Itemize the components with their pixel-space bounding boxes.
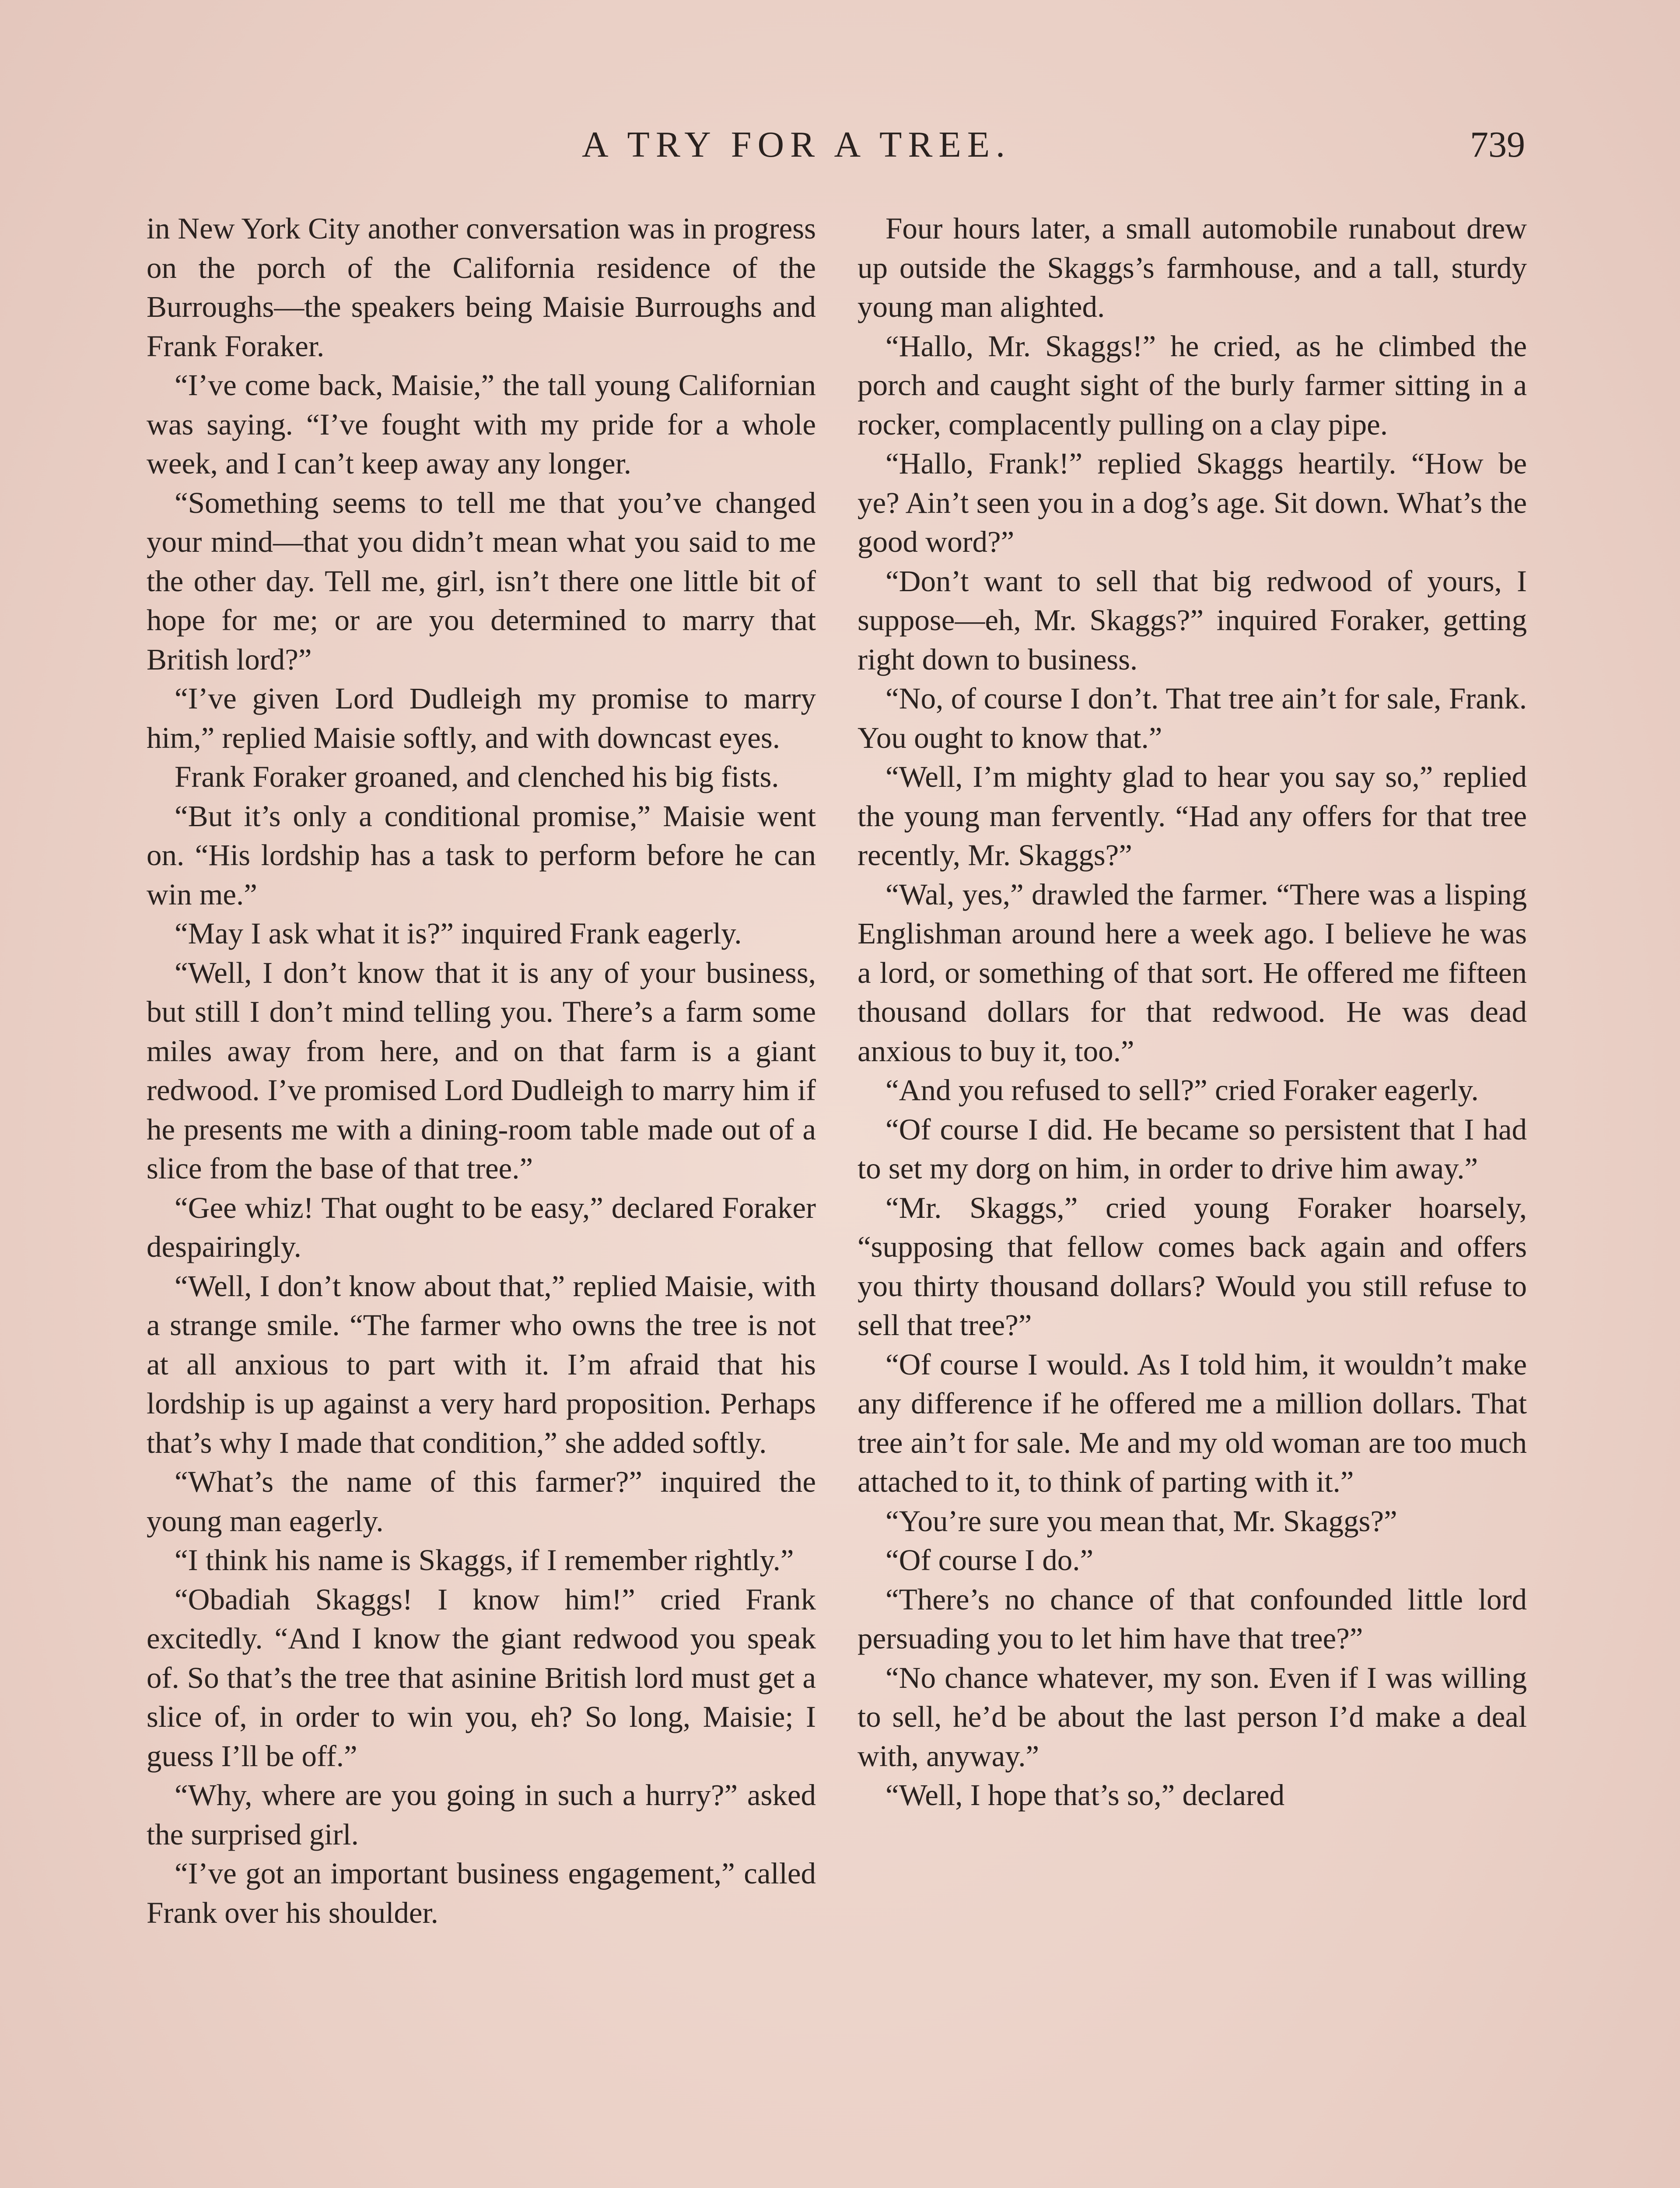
paragraph: “Wal, yes,” drawled the farmer. “There was a lisping Englishman around here a week ago. I believe he was a lord, or something of that sort. He offered me fifteen thousand dollars for that redwood. He was dead anxious to buy it, too.” (858, 877, 1527, 1068)
paragraph: “Of course I would. As I told him, it wouldn’t make any difference if he offered me a million dollars. That tree ain’t for sale. Me and my old woman are too much attached to it, to think of parting with it.” (858, 1347, 1527, 1498)
paragraph: “Hallo, Mr. Skaggs!” he cried, as he climbed the porch and caught sight of the burly farmer sitting in a rocker, complacently pulling on a clay pipe. (858, 329, 1527, 441)
paragraph: “What’s the name of this farmer?” inquired the young man eagerly. (147, 1465, 816, 1538)
paragraph: “No, of course I don’t. That tree ain’t for sale, Frank. You ought to know that.” (858, 682, 1527, 754)
paragraph: “May I ask what it is?” inquired Frank eagerly. (175, 917, 742, 950)
paragraph: “Well, I don’t know about that,” replied Maisie, with a strange smile. “The farmer who owns the tree is not at all anxious to part with it. I’m afraid that his lordship is up against a very hard proposition. Perhaps that’s why I made that condition,” she added softly. (147, 1269, 816, 1459)
paragraph: “And you refused to sell?” cried Foraker eagerly. (886, 1073, 1479, 1107)
right-column (858, 209, 1527, 1815)
paragraph: “Don’t want to sell that big redwood of yours, I suppose—eh, Mr. Skaggs?” inquired Foraker, getting right down to business. (858, 564, 1527, 676)
paragraph: “Well, I’m mighty glad to hear you say so,” replied the young man fervently. “Had any offers for that tree recently, Mr. Skaggs?” (858, 760, 1527, 872)
left-column (147, 209, 816, 1932)
paragraph: “I’ve come back, Maisie,” the tall young Californian was saying. “I’ve fought with my pride for a whole week, and I can’t keep away any longer. (147, 368, 816, 480)
paragraph: “Why, where are you going in such a hurry?” asked the surprised girl. (147, 1778, 816, 1851)
running-title: A TRY FOR A TREE. (582, 124, 1011, 165)
paragraph: “Well, I hope that’s so,” declared (886, 1778, 1285, 1812)
paragraph: “Gee whiz! That ought to be easy,” declared Foraker despairingly. (147, 1191, 816, 1263)
paragraph: “I’ve given Lord Dudleigh my promise to marry him,” replied Maisie softly, and with downcast eyes. (147, 682, 816, 754)
paragraph: Four hours later, a small automobile runabout drew up outside the Skaggs’s farmhouse, and a tall, sturdy young man alighted. (858, 212, 1527, 323)
paragraph: in New York City another conversation was in progress on the porch of the California residence of the Burroughs—the speakers being Maisie Burroughs and Frank Foraker. (147, 212, 816, 363)
paragraph: “There’s no chance of that confounded little lord persuading you to let him have that tree?” (858, 1582, 1527, 1655)
paragraph: “Of course I did. He became so persistent that I had to set my dorg on him, in order to drive him away.” (858, 1112, 1527, 1185)
paragraph: “Obadiah Skaggs! I know him!” cried Frank excitedly. “And I know the giant redwood you speak of. So that’s the tree that asinine British lord must get a slice of, in order to win you, eh? So long, Maisie; I guess I’ll be off.” (147, 1582, 816, 1773)
paragraph: “But it’s only a conditional promise,” Maisie went on. “His lordship has a task to perform before he can win me.” (147, 799, 816, 911)
paragraph: “Mr. Skaggs,” cried young Foraker hoarsely, “supposing that fellow comes back again and offers you thirty thousand dollars? Would you still refuse to sell that tree?” (858, 1191, 1527, 1342)
paragraph: “Well, I don’t know that it is any of your business, but still I don’t mind telling you. There’s a farm some miles away from here, and on that farm is a giant redwood. I’ve promised Lord Dudleigh to marry him if he presents me with a dining-room table made out of a slice from the base of that tree.” (147, 956, 816, 1185)
paragraph: “You’re sure you mean that, Mr. Skaggs?” (886, 1504, 1397, 1538)
paragraph: Frank Foraker groaned, and clenched his big fists. (175, 760, 779, 793)
paragraph: “No chance whatever, my son. Even if I was willing to sell, he’d be about the last person I’d make a deal with, anyway.” (858, 1661, 1527, 1773)
paragraph: “Something seems to tell me that you’ve changed your mind—that you didn’t mean what you said to me the other day. Tell me, girl, isn’t there one little bit of hope for me; or are you determined to marry that British lord?” (147, 486, 816, 676)
paragraph: “Hallo, Frank!” replied Skaggs heartily. “How be ye? Ain’t seen you in a dog’s age. Sit down. What’s the good word?” (858, 447, 1527, 558)
page-header (0, 123, 1680, 189)
page-number: 739 (1470, 124, 1525, 165)
paragraph: “I’ve got an important business engagement,” called Frank over his shoulder. (147, 1857, 816, 1929)
paragraph: “Of course I do.” (886, 1543, 1094, 1577)
paragraph: “I think his name is Skaggs, if I remember rightly.” (175, 1543, 794, 1577)
